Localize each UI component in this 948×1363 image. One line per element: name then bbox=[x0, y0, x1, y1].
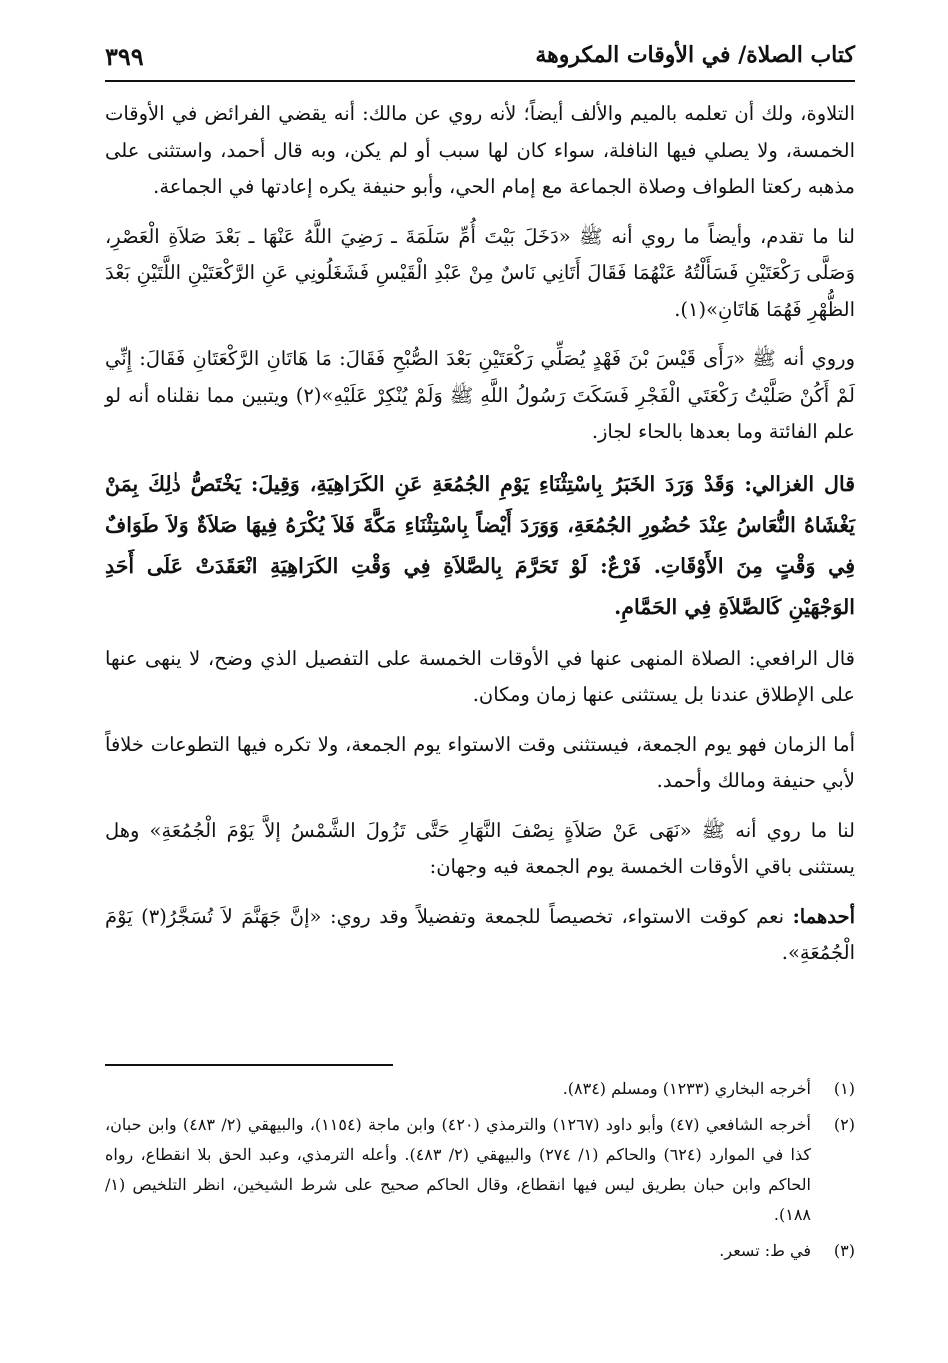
paragraph-hadith: لنا ما روي أنه ﷺ «نَهَى عَنْ صَلاَةٍ نِصْفَ النَّهَارِ حَتَّى تَزُولَ الشَّمْسُ إلاَّ يَوْمَ الْجُمُعَةِ» وهل يستثنى باقي الأوقات الخمسة يوم الجمعة فيه وجهان: bbox=[105, 818, 855, 878]
paragraph-ghazali: قال الغزالي: وَقَدْ وَرَدَ الخَبَرُ بِاسْتِثْنَاءِ يَوْمِ الجُمُعَةِ عَنِ الكَرَاهِيَةِ، وَقِيلَ: يَخْتَصُّ ذٰلِكَ بِمَنْ يَغْشَاهُ النُّعَاسُ عِنْدَ حُضُورِ الجُمُعَةِ، وَوَرَدَ أَيْضاً بِاسْتِثْنَاءِ مَكَّةَ فَلاَ يُكْرَهُ فِيهَا صَلاَةٌ وَلاَ طَوَافٌ فِي وَقْتٍ مِنَ الأَوْقَاتِ. فَرْعٌ: لَوْ تَحَرَّمَ بِالصَّلاَةِ فِي وَقْتِ الكَرَاهِيَةِ انْعَقَدَتْ عَلَى أَحَدِ الوَجْهَيْنِ كَالصَّلاَةِ فِي الحَمَّامِ. bbox=[105, 471, 855, 619]
footnote-text: في ط: تسعر. bbox=[719, 1241, 811, 1260]
paragraph-3: وروي أنه ﷺ «رَأَى قَيْسَ بْنَ فَهْدٍ يُصَلِّي رَكْعَتَيْنِ بَعْدَ الصُّبْحِ فَقَالَ: مَا هَاتَانِ الرَّكْعَتَانِ فَقَالَ: إِنِّي لَمْ أَكُنْ صَلَّيْتُ رَكْعَتَي الْفَجْرِ فَسَكَتَ رَسُولُ اللَّهِ ﷺ وَلَمْ يُنْكِرْ عَلَيْهِ»(٢) ويتبين مما نقلناه أنه لو علم الفائتة وما بعدها بالحاء لجاز. bbox=[105, 347, 855, 443]
paragraph-2: لنا ما تقدم، وأيضاً ما روي أنه ﷺ «دَخَلَ بَيْتَ أُمِّ سَلَمَةَ ـ رَضِيَ اللَّهُ عَنْهَا ـ بَعْدَ صَلاَةِ الْعَصْرِ، وَصَلَّى رَكْعَتَيْنِ فَسَأَلْتُهُ عَنْهُمَا فَقَالَ أَتَانِي نَاسٌ مِنْ عَبْدِ الْقَيْسِ فَشَغَلُونِي عَنِ الرَّكْعَتَيْنِ اللَّتَيْنِ بَعْدَ الظُّهْرِ فَهُمَا هَاتَانِ»(١). bbox=[105, 224, 855, 321]
footnotes bbox=[105, 1074, 855, 1272]
page-number: ٣٩٩ bbox=[105, 42, 144, 71]
running-header bbox=[105, 36, 855, 82]
footnote-number: (٢) bbox=[833, 1115, 855, 1134]
footnote-2 bbox=[105, 1110, 855, 1230]
footnote-number: (١) bbox=[833, 1079, 855, 1098]
paragraph-rafii: قال الرافعي: الصلاة المنهى عنها في الأوقات الخمسة على التفصيل الذي وضح، لا ينهى عنها على الإطلاق عندنا بل يستثنى عنها زمان ومكان. bbox=[105, 646, 855, 706]
paragraph-first-view bbox=[105, 899, 855, 972]
paragraph-time: أما الزمان فهو يوم الجمعة، فيستثنى وقت الاستواء يوم الجمعة، ولا تكره فيها التطوعات خلافاً لأبي حنيفة ومالك وأحمد. bbox=[105, 732, 855, 792]
footnote-3 bbox=[105, 1236, 855, 1266]
footnote-text: أخرجه الشافعي (٤٧) وأبو داود (١٢٦٧) والترمذي (٤٢٠) وابن ماجة (١١٥٤)، والبيهقي (٢/ ٤٨٣) وابن حبان، كذا في الموارد (٦٢٤) والحاكم (١/ ٢٧٤) والبيهقي (٢/ ٤٨٣). وأعله الترمذي، وعبد الحق بلا انقطاع، رواه الحاكم وابن حبان بطريق ليس فيها انقطاع، وقال الحاكم صحيح على شرط الشيخين، انظر التلخيص (١/ ١٨٨). bbox=[105, 1115, 812, 1224]
paragraph-1: التلاوة، ولك أن تعلمه بالميم والألف أيضاً؛ لأنه روي عن مالك: أنه يقضي الفرائض في الأوقات الخمسة، ولا يصلي فيها النافلة، سواء كان لها سبب أو لم يكن، وبه قال أحمد، واستثنى على مذهبه ركعتا الطواف وصلاة الجماعة مع إمام الحي، وأبو حنيفة يكره إعادتها في الجماعة. bbox=[105, 102, 855, 198]
footnote-1 bbox=[105, 1074, 855, 1104]
chapter-title: كتاب الصلاة/ في الأوقات المكروهة bbox=[535, 42, 855, 68]
main-text bbox=[105, 96, 855, 985]
footnote-number: (٣) bbox=[833, 1241, 855, 1260]
header-divider bbox=[105, 80, 855, 82]
paragraph-first-view-text: نعم كوقت الاستواء، تخصيصاً للجمعة وتفضيلاً وقد روي: «إنَّ جَهَنَّمَ لاَ تُسَجَّرُ(٣) يَوْمَ الْجُمُعَةِ». bbox=[105, 904, 855, 964]
footnote-divider bbox=[105, 1064, 393, 1066]
paragraph-lead: أحدهما: bbox=[792, 904, 855, 928]
footnote-text: أخرجه البخاري (١٢٣٣) ومسلم (٨٣٤). bbox=[562, 1079, 811, 1098]
